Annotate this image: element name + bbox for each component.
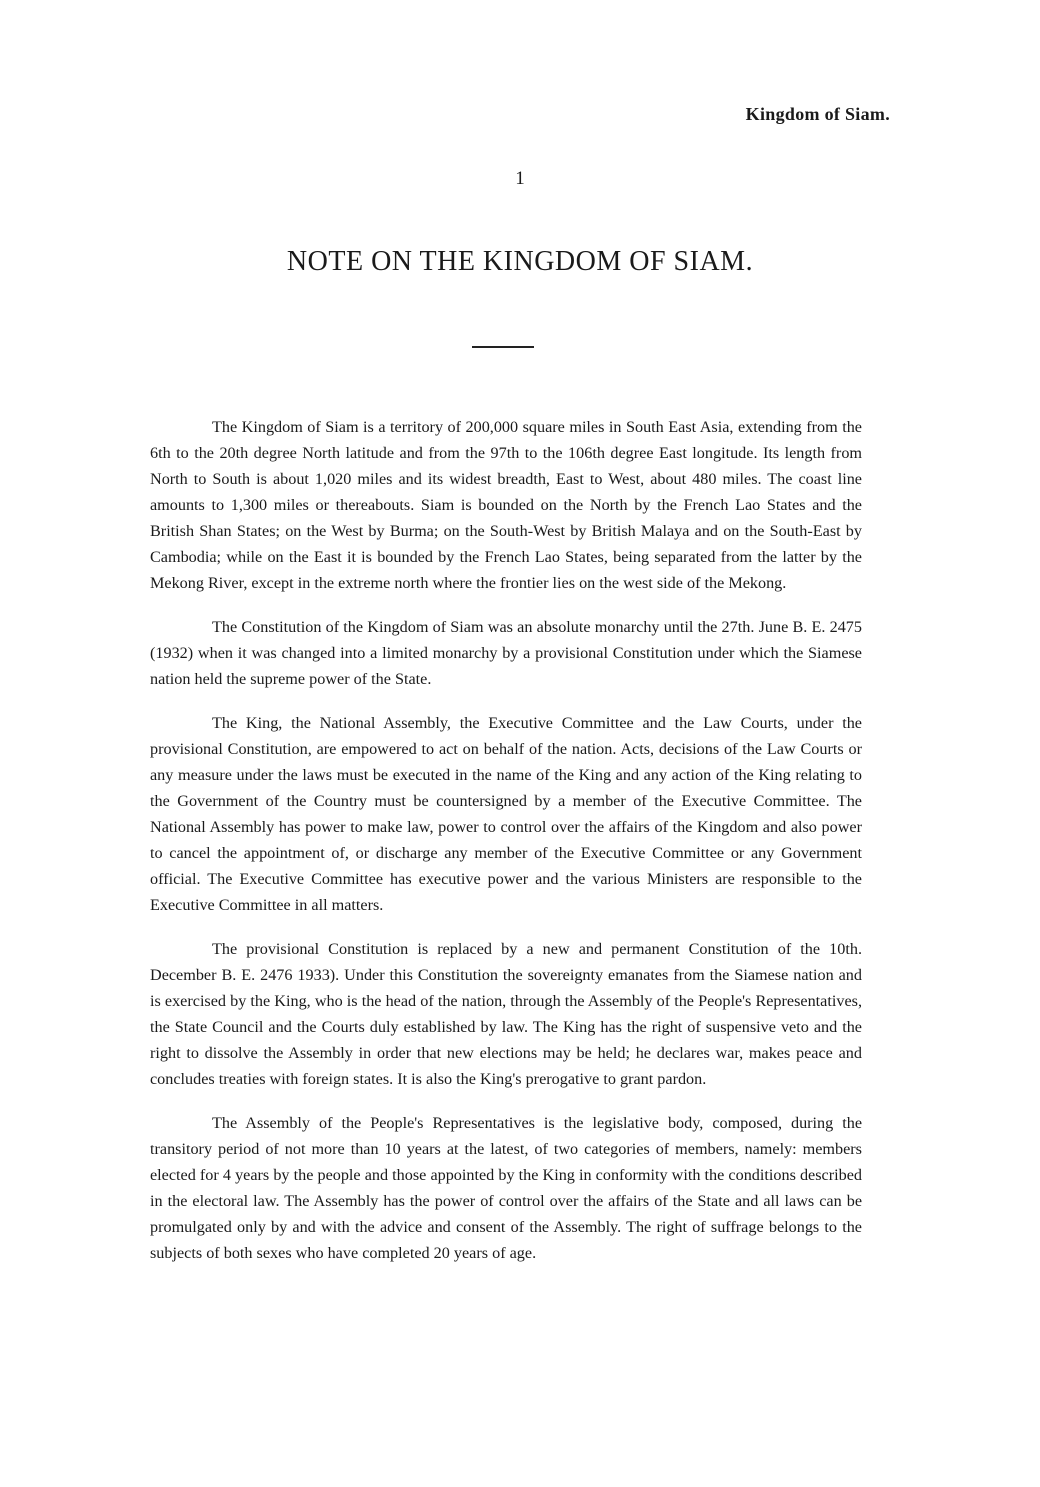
paragraph-assembly: The Assembly of the People's Representatives is the legislative body, composed, during the transitory period of not more than 10 years at the latest, of two categories of members, namely: members elected for 4 years by the people and those appointed by the King in conformity with the conditions described in the electoral law. The Assembly has the power of control over the affairs of the State and all laws can be promulgated only by and with the advice and consent of the Assembly. The right of suffrage belongs to the subjects of both sexes who have completed 20 years of age. xyxy=(150,1114,862,1262)
page-number: 1 xyxy=(515,168,525,189)
paragraph-provisional-powers: The King, the National Assembly, the Executive Committee and the Law Courts, under the provisional Constitution, are empowered to act on behalf of the nation. Acts, decisions of the Law Courts or any measure under the laws must be executed in the name of the King and any action of the King relating to the Government of the Country must be countersigned by a member of the Executive Committee. The National Assembly has power to make law, power to control over the affairs of the Kingdom and also power to cancel the appointment of, or discharge any member of the Executive Committee or any Government official. The Executive Committee has executive power and the various Ministers are responsible to the Executive Committee in all matters. xyxy=(150,714,862,914)
title-divider xyxy=(472,346,534,348)
running-header: Kingdom of Siam. xyxy=(745,104,890,124)
page-title: NOTE ON THE KINGDOM OF SIAM. xyxy=(286,246,754,277)
paragraph-geography: The Kingdom of Siam is a territory of 200,000 square miles in South East Asia, extending from the 6th to the 20th degree North latitude and from the 97th to the 106th degree East longitude. Its length from North to South is about 1,020 miles and its widest breadth, East to West, about 480 miles. The coast line amounts to 1,300 miles or thereabouts. Siam is bounded on the North by the French Lao States and the British Shan States; on the West by Burma; on the South-West by British Malaya and on the South-East by Cambodia; while on the East it is bounded by the French Lao States, being separated from the latter by the Mekong River, except in the extreme north where the frontier lies on the west side of the Mekong. xyxy=(150,418,862,592)
paragraph-constitution-history: The Constitution of the Kingdom of Siam was an absolute monarchy until the 27th. June B. E. 2475 (1932) when it was changed into a limited monarchy by a provisional Constitution under which the Siamese nation held the supreme power of the State. xyxy=(150,618,862,688)
paragraph-permanent-constitution: The provisional Constitution is replaced by a new and permanent Constitution of the 10th. December B. E. 2476 1933). Under this Constitution the sovereignty emanates from the Siamese nation and is exercised by the King, who is the head of the nation, through the Assembly of the People's Representatives, the State Council and the Courts duly established by law. The King has the right of suspensive veto and the right to dissolve the Assembly in order that new elections may be held; he declares war, makes peace and concludes treaties with foreign states. It is also the King's prerogative to grant pardon. xyxy=(150,940,862,1088)
document-body xyxy=(150,414,862,1284)
